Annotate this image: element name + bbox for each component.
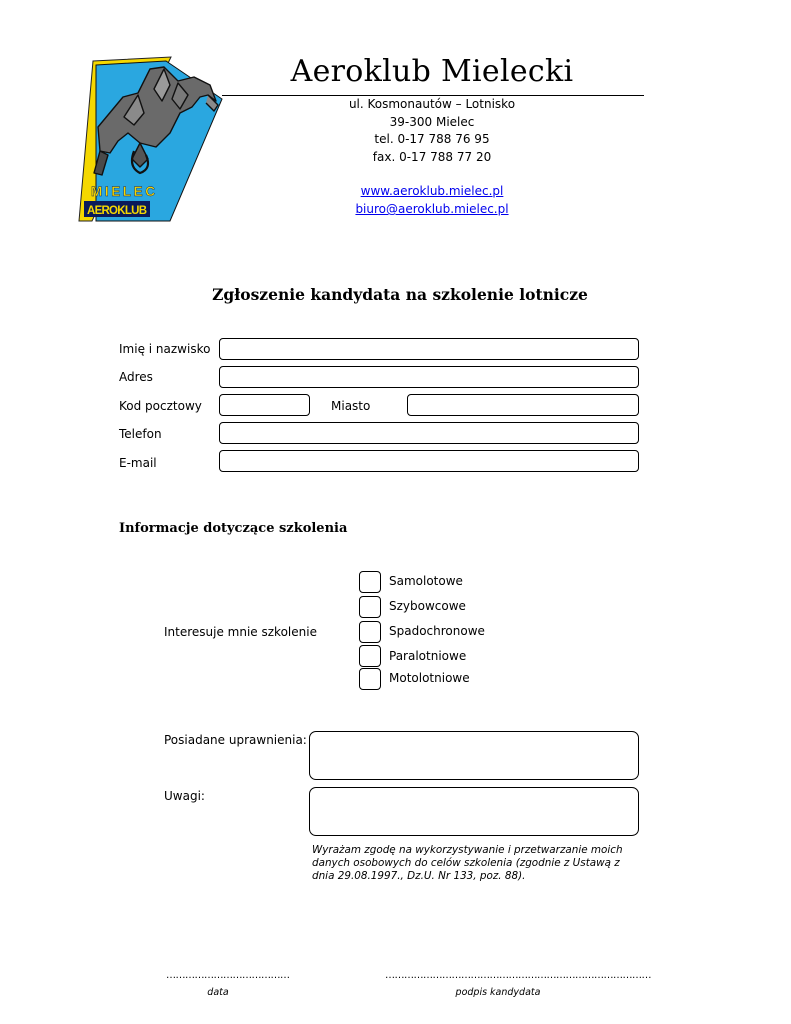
email-link[interactable]: biuro@aeroklub.mielec.pl [355,202,509,216]
city-field[interactable] [407,394,639,416]
aeroklub-logo [78,55,228,223]
option-airplane-label: Samolotowe [389,574,463,588]
svg-text:AEROKLUB: AEROKLUB [87,205,147,217]
checkbox-airplane[interactable] [359,571,381,593]
city-label: Miasto [331,399,371,413]
name-label: Imię i nazwisko [119,342,211,356]
checkbox-parachute[interactable] [359,621,381,643]
qualifications-label: Posiadane uprawnienia: [164,733,307,747]
option-paraglider-label: Paralotniowe [389,649,467,663]
phone-number: tel. 0-17 788 76 95 [374,132,490,146]
svg-text:MIELEC: MIELEC [91,184,155,199]
phone-label: Telefon [119,427,162,441]
postal-code-label: Kod pocztowy [119,399,202,413]
phone-field[interactable] [219,422,639,444]
form-heading: Zgłoszenie kandydata na szkolenie lotnicze [212,285,588,304]
title-divider [222,95,644,96]
fax-number: fax. 0-17 788 77 20 [372,150,492,164]
name-field[interactable] [219,338,639,360]
signature-label: podpis kandydata [455,987,541,998]
checkbox-motoglider[interactable] [359,668,381,690]
qualifications-field[interactable] [309,731,639,780]
email-field[interactable] [219,450,639,472]
checkbox-paraglider[interactable] [359,645,381,667]
address-field[interactable] [219,366,639,388]
address-label: Adres [119,370,153,384]
option-parachute-label: Spadochronowe [389,624,485,638]
address-street: ul. Kosmonautów – Lotnisko [348,97,516,111]
date-label: data [207,987,229,998]
date-dotted-line: ………………………………… [166,970,290,981]
training-interest-label: Interesuje mnie szkolenie [164,625,317,639]
remarks-field[interactable] [309,787,639,836]
organization-title: Aeroklub Mielecki [290,54,574,89]
training-section-title: Informacje dotyczące szkolenia [119,521,348,536]
signature-dotted-line: ………………………………………………………………………… [385,970,651,981]
checkbox-glider[interactable] [359,596,381,618]
option-glider-label: Szybowcowe [389,599,466,613]
address-city: 39-300 Mielec [389,115,475,129]
postal-code-field[interactable] [219,394,310,416]
remarks-label: Uwagi: [164,789,205,803]
consent-note: Wyrażam zgodę na wykorzystywanie i przetwarzanie moich danych osobowych do celów szkolenia (zgodnie z Ustawą z dnia 29.08.1997., Dz.U. Nr 133, poz. 88). [312,844,623,882]
email-label: E-mail [119,456,157,470]
option-motoglider-label: Motolotniowe [389,671,470,685]
website-link[interactable]: www.aeroklub.mielec.pl [360,184,504,198]
